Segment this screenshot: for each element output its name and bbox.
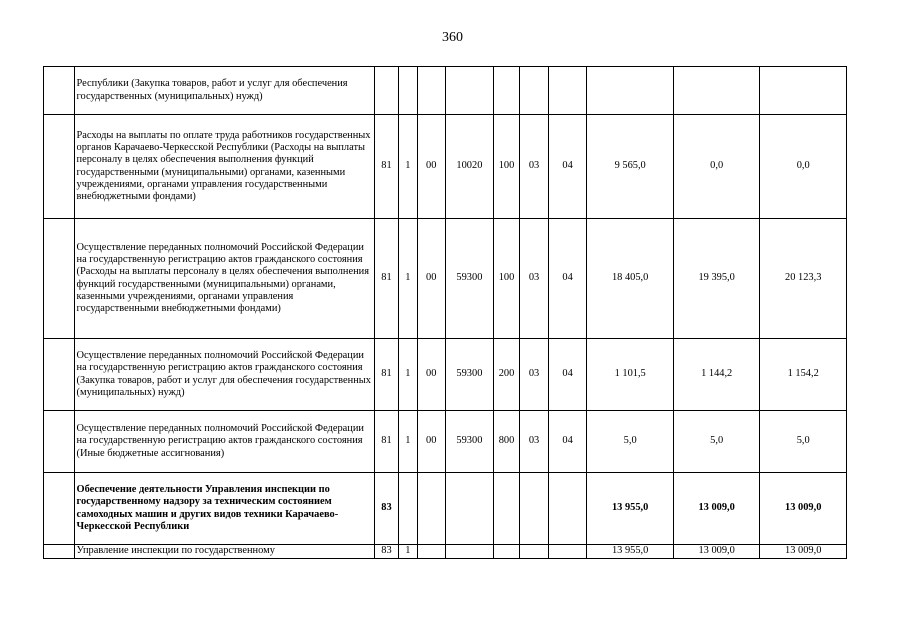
code-cell-c7: 04 bbox=[548, 339, 587, 411]
code-cell-c4: 59300 bbox=[445, 339, 493, 411]
code-cell-c1: 81 bbox=[374, 219, 398, 339]
row-description: Расходы на выплаты по оплате труда работников государственных органов Карачаево-Черкесской Республики (Расходы на выплаты персоналу в целях обеспечения выполнения функций государственными (муниципальными) органами, казенными учреждениями, органами управления государственными внебюджетными фондами) bbox=[74, 115, 374, 219]
code-cell-c6: 03 bbox=[520, 339, 548, 411]
code-cell-c6 bbox=[520, 67, 548, 115]
amount-cell-y1: 1 101,5 bbox=[587, 339, 674, 411]
code-cell-c1: 83 bbox=[374, 545, 398, 559]
table-row bbox=[44, 67, 847, 115]
row-description: Осуществление переданных полномочий Российской Федерации на государственную регистрацию актов гражданского состояния (Иные бюджетные ассигнования) bbox=[74, 411, 374, 473]
blank-cell bbox=[44, 219, 75, 339]
code-cell-c2: 1 bbox=[399, 545, 417, 559]
code-cell-c6 bbox=[520, 545, 548, 559]
code-cell-c4: 59300 bbox=[445, 411, 493, 473]
amount-cell-y3: 13 009,0 bbox=[760, 545, 847, 559]
amount-cell-y2: 19 395,0 bbox=[673, 219, 760, 339]
code-cell-c4: 10020 bbox=[445, 115, 493, 219]
code-cell-c2: 1 bbox=[399, 411, 417, 473]
amount-cell-y1: 9 565,0 bbox=[587, 115, 674, 219]
code-cell-c2 bbox=[399, 67, 417, 115]
blank-cell bbox=[44, 339, 75, 411]
code-cell-c1: 81 bbox=[374, 339, 398, 411]
table-row bbox=[44, 115, 847, 219]
row-description: Управление инспекции по государственному bbox=[74, 545, 374, 559]
code-cell-c4: 59300 bbox=[445, 219, 493, 339]
code-cell-c3 bbox=[417, 473, 445, 545]
amount-cell-y2: 1 144,2 bbox=[673, 339, 760, 411]
amount-cell-y3: 1 154,2 bbox=[760, 339, 847, 411]
code-cell-c1: 81 bbox=[374, 411, 398, 473]
code-cell-c4 bbox=[445, 545, 493, 559]
code-cell-c2: 1 bbox=[399, 115, 417, 219]
amount-cell-y1: 5,0 bbox=[587, 411, 674, 473]
code-cell-c1 bbox=[374, 67, 398, 115]
amount-cell-y1: 13 955,0 bbox=[587, 545, 674, 559]
code-cell-c5: 200 bbox=[493, 339, 519, 411]
amount-cell-y2: 13 009,0 bbox=[673, 545, 760, 559]
amount-cell-y1: 18 405,0 bbox=[587, 219, 674, 339]
amount-cell-y3: 0,0 bbox=[760, 115, 847, 219]
code-cell-c6: 03 bbox=[520, 115, 548, 219]
code-cell-c3 bbox=[417, 67, 445, 115]
amount-cell-y2: 0,0 bbox=[673, 115, 760, 219]
code-cell-c5 bbox=[493, 67, 519, 115]
amount-cell-y2: 13 009,0 bbox=[673, 473, 760, 545]
amount-cell-y3: 20 123,3 bbox=[760, 219, 847, 339]
amount-cell-y1 bbox=[587, 67, 674, 115]
amount-cell-y1: 13 955,0 bbox=[587, 473, 674, 545]
code-cell-c1: 83 bbox=[374, 473, 398, 545]
code-cell-c3 bbox=[417, 545, 445, 559]
row-description: Осуществление переданных полномочий Российской Федерации на государственную регистрацию актов гражданского состояния (Закупка товаров, работ и услуг для обеспечения государственных (муниципальных) нужд) bbox=[74, 339, 374, 411]
table-row bbox=[44, 339, 847, 411]
code-cell-c5 bbox=[493, 545, 519, 559]
row-description: Обеспечение деятельности Управления инспекции по государственному надзору за техническим состоянием самоходных машин и других видов техники Карачаево-Черкесской Республики bbox=[74, 473, 374, 545]
table-row bbox=[44, 219, 847, 339]
amount-cell-y2: 5,0 bbox=[673, 411, 760, 473]
amount-cell-y3 bbox=[760, 67, 847, 115]
code-cell-c5: 100 bbox=[493, 115, 519, 219]
code-cell-c3: 00 bbox=[417, 339, 445, 411]
code-cell-c1: 81 bbox=[374, 115, 398, 219]
row-description: Республики (Закупка товаров, работ и услуг для обеспечения государственных (муниципальных) нужд) bbox=[74, 67, 374, 115]
blank-cell bbox=[44, 473, 75, 545]
amount-cell-y2 bbox=[673, 67, 760, 115]
code-cell-c4 bbox=[445, 67, 493, 115]
table-row bbox=[44, 473, 847, 545]
table-row bbox=[44, 545, 847, 559]
code-cell-c6: 03 bbox=[520, 411, 548, 473]
code-cell-c2: 1 bbox=[399, 339, 417, 411]
code-cell-c7: 04 bbox=[548, 115, 587, 219]
code-cell-c3: 00 bbox=[417, 219, 445, 339]
code-cell-c7 bbox=[548, 545, 587, 559]
blank-cell bbox=[44, 545, 75, 559]
blank-cell bbox=[44, 67, 75, 115]
budget-table bbox=[43, 66, 847, 559]
code-cell-c5: 100 bbox=[493, 219, 519, 339]
code-cell-c6: 03 bbox=[520, 219, 548, 339]
code-cell-c7 bbox=[548, 473, 587, 545]
amount-cell-y3: 5,0 bbox=[760, 411, 847, 473]
blank-cell bbox=[44, 411, 75, 473]
code-cell-c2 bbox=[399, 473, 417, 545]
code-cell-c5: 800 bbox=[493, 411, 519, 473]
code-cell-c2: 1 bbox=[399, 219, 417, 339]
code-cell-c3: 00 bbox=[417, 115, 445, 219]
amount-cell-y3: 13 009,0 bbox=[760, 473, 847, 545]
code-cell-c5 bbox=[493, 473, 519, 545]
code-cell-c6 bbox=[520, 473, 548, 545]
code-cell-c7: 04 bbox=[548, 411, 587, 473]
blank-cell bbox=[44, 115, 75, 219]
code-cell-c7: 04 bbox=[548, 219, 587, 339]
code-cell-c4 bbox=[445, 473, 493, 545]
page-number: 360 bbox=[442, 30, 463, 45]
row-description: Осуществление переданных полномочий Российской Федерации на государственную регистрацию актов гражданского состояния (Расходы на выплаты персоналу в целях обеспечения выполнения функций государственными (муниципальными) органами, казенными учреждениями, органами управления государственными внебюджетными фондами) bbox=[74, 219, 374, 339]
code-cell-c3: 00 bbox=[417, 411, 445, 473]
table-row bbox=[44, 411, 847, 473]
code-cell-c7 bbox=[548, 67, 587, 115]
